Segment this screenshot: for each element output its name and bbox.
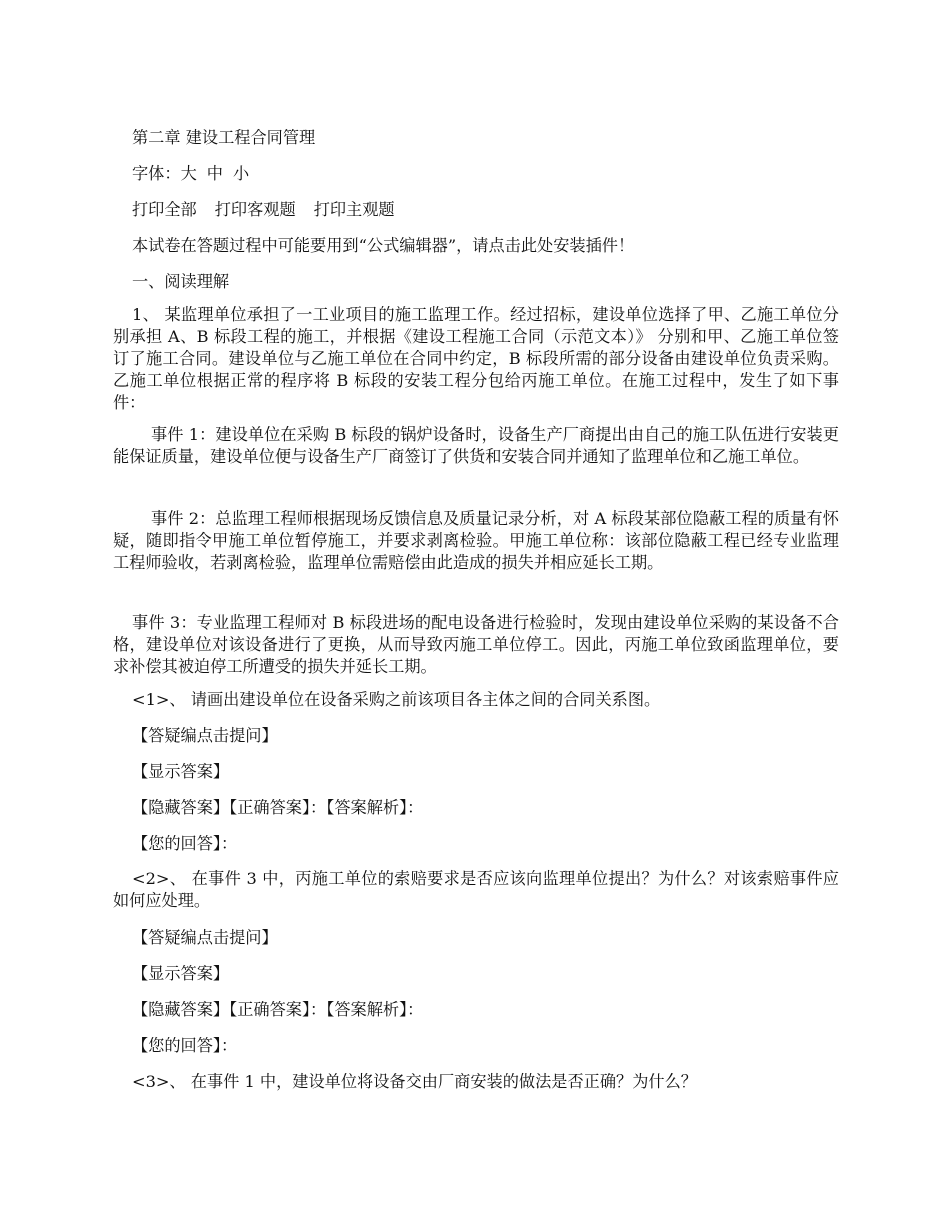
font-size-medium[interactable]: 中	[206, 164, 223, 183]
sq1-answer-row	[132, 798, 423, 818]
section-title: 一、阅读理解	[132, 272, 230, 291]
font-size-large[interactable]: 大	[180, 164, 197, 183]
sub-question-2: <2>、 在事件 3 中，丙施工单位的索赔要求是否应该向监理单位提出？为什么？对该索赔事件应如何应处理。	[113, 869, 839, 910]
font-size-label: 字体：	[132, 164, 181, 183]
sq1-show-answer-link[interactable]: 【显示答案】	[132, 762, 230, 781]
font-size-selector	[132, 164, 249, 184]
sq2-show-answer-link[interactable]: 【显示答案】	[132, 964, 230, 983]
sq1-correct-answer-label: 【正确答案】：	[229, 798, 327, 817]
print-objective-link[interactable]: 打印客观题	[214, 200, 296, 219]
sub-question-1: <1>、 请画出建设单位在设备采购之前该项目各主体之间的合同关系图。	[132, 690, 661, 709]
sq1-your-answer-label: 【您的回答】：	[132, 834, 238, 853]
print-subjective-link[interactable]: 打印主观题	[313, 200, 395, 219]
question-1-intro: 1、 某监理单位承担了一工业项目的施工监理工作。经过招标，建设单位选择了甲、乙施工单位分别承担 A、B 标段工程的施工，并根据《建设工程施工合同（示范文本）》 分别和甲、乙施工单位签订了施工合同。建设单位与乙施工单位在合同中约定，B 标段所需的部分设备由建设单位负责采购。乙施工单位根据正常的程序将 B 标段的安装工程分包给丙施工单位。在施工过程中，发生了如下事件：	[113, 305, 839, 412]
print-toolbar	[132, 200, 395, 220]
sq2-analysis-label: 【答案解析】：	[326, 1000, 424, 1019]
sq2-ask-link[interactable]: 【答疑编点击提问】	[132, 928, 278, 947]
sq1-hide-answer-link[interactable]: 【隐藏答案】	[132, 798, 230, 817]
print-all-link[interactable]: 打印全部	[132, 200, 197, 219]
chapter-title: 第二章 建设工程合同管理	[132, 128, 316, 147]
sq1-ask-link[interactable]: 【答疑编点击提问】	[132, 726, 278, 745]
event-1-paragraph: 事件 1：建设单位在采购 B 标段的锅炉设备时，设备生产厂商提出由自己的施工队伍进行安装更能保证质量，建设单位便与设备生产厂商签订了供货和安装合同并通知了监理单位和乙施工单位。	[113, 425, 839, 466]
event-3-paragraph: 事件 3：专业监理工程师对 B 标段进场的配电设备进行检验时，发现由建设单位采购的某设备不合格，建设单位对该设备进行了更换，从而导致丙施工单位停工。因此，丙施工单位致函监理单位，要求补偿其被迫停工所遭受的损失并延长工期。	[113, 613, 839, 676]
sq2-your-answer-label: 【您的回答】：	[132, 1036, 238, 1055]
sq2-answer-row	[132, 1000, 423, 1020]
sq2-correct-answer-label: 【正确答案】：	[229, 1000, 327, 1019]
install-plugin-notice[interactable]: 本试卷在答题过程中可能要用到“公式编辑器”，请点击此处安装插件！	[132, 236, 635, 255]
event-2-paragraph: 事件 2：总监理工程师根据现场反馈信息及质量记录分析，对 A 标段某部位隐蔽工程的质量有怀疑，随即指令甲施工单位暂停施工，并要求剥离检验。甲施工单位称：该部位隐蔽工程已经专业监理工程师验收，若剥离检验，监理单位需赔偿由此造成的损失并相应延长工期。	[113, 509, 839, 572]
sub-question-3: <3>、 在事件 1 中，建设单位将设备交由厂商安装的做法是否正确？为什么？	[132, 1072, 697, 1091]
font-size-small[interactable]: 小	[232, 164, 250, 183]
sq1-analysis-label: 【答案解析】：	[326, 798, 424, 817]
sq2-hide-answer-link[interactable]: 【隐藏答案】	[132, 1000, 230, 1019]
